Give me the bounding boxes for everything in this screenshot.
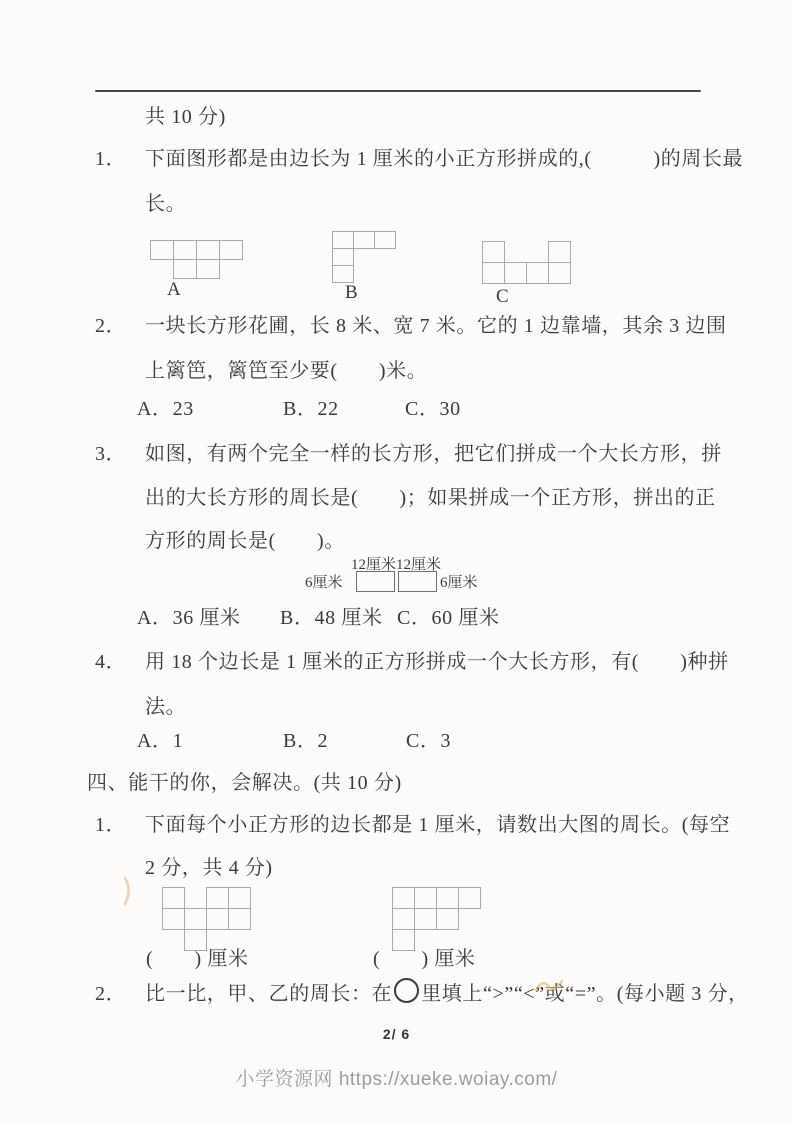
grid-cell [173, 240, 197, 260]
q1-figure-a-label: A [167, 279, 181, 300]
scan-smudge-mark-left [122, 876, 134, 906]
q1-line1: 下面图形都是由边长为 1 厘米的小正方形拼成的,( )的周长最 [145, 148, 744, 170]
q3-line3: 方形的周长是( )。 [145, 530, 345, 552]
s4q1-answer-blank-left: ( ) 厘米 [146, 948, 249, 970]
q3-fig-left-label: 6厘米 [305, 575, 343, 591]
q4-number: 4． [95, 651, 127, 673]
footer-watermark: 小学资源网 https://xueke.woiay.com/ [235, 1069, 558, 1090]
grid-cell [228, 908, 251, 930]
q2-line2: 上篱笆，篱笆至少要( )米。 [145, 360, 428, 382]
section4-header: 四、能干的你，会解决。(共 10 分) [87, 772, 402, 794]
grid-cell [482, 241, 505, 263]
compare-circle [394, 978, 419, 1003]
grid-cell [162, 887, 185, 909]
grid-cell [526, 262, 549, 284]
grid-cell [196, 259, 220, 279]
grid-cell [150, 240, 174, 260]
section3-points-continuation: 共 10 分) [145, 106, 226, 128]
q3-line2: 出的大长方形的周长是( )；如果拼成一个正方形，拼出的正 [145, 487, 716, 509]
s4q1-answer-blank-right: ( ) 厘米 [373, 948, 476, 970]
grid-cell [374, 231, 396, 249]
s4q2-line1 [145, 981, 749, 1007]
q3-option-c: C．60 厘米 [397, 607, 500, 629]
q3-option-b: B．48 厘米 [280, 607, 383, 629]
grid-cell [219, 240, 243, 260]
grid-cell [414, 887, 437, 909]
q2-option-a: A．23 [137, 398, 194, 420]
grid-cell [504, 262, 527, 284]
grid-cell [184, 908, 207, 930]
q3-rectangle-2 [398, 571, 437, 592]
s4q1-number: 1． [95, 814, 127, 836]
grid-cell [392, 908, 415, 930]
grid-cell [353, 231, 375, 249]
top-divider [95, 90, 701, 92]
s4q2-text-post: 里填上“>”“<”或“=”。(每小题 3 分， [421, 983, 749, 1005]
q3-fig-top-label: 12厘米12厘米 [351, 557, 442, 573]
grid-cell [332, 248, 354, 266]
q3-fig-right-label: 6厘米 [440, 575, 478, 591]
s4q1-line2: 2 分，共 4 分) [145, 857, 273, 879]
grid-cell [436, 887, 459, 909]
q2-line1: 一块长方形花圃，长 8 米、宽 7 米。它的 1 边靠墙，其余 3 边围 [145, 315, 727, 337]
grid-cell [196, 240, 220, 260]
q2-number: 2． [95, 315, 127, 337]
q4-option-b: B．2 [283, 730, 329, 752]
grid-cell [332, 231, 354, 249]
grid-cell [436, 908, 459, 930]
grid-cell [332, 265, 354, 283]
grid-cell [206, 887, 229, 909]
q4-option-a: A．1 [137, 730, 184, 752]
grid-cell [548, 262, 571, 284]
q2-option-b: B．22 [283, 398, 339, 420]
grid-cell [162, 908, 185, 930]
grid-cell [206, 908, 229, 930]
s4q2-number: 2． [95, 983, 127, 1005]
s4q1-line1: 下面每个小正方形的边长都是 1 厘米，请数出大图的周长。(每空 [145, 814, 731, 836]
q4-line1: 用 18 个边长是 1 厘米的正方形拼成一个大长方形，有( )种拼 [145, 651, 729, 673]
q1-figure-c-label: C [496, 286, 509, 307]
page-number: 2/ 6 [382, 1026, 411, 1042]
q2-option-c: C．30 [405, 398, 461, 420]
q3-rectangles-figure [305, 555, 485, 595]
q4-line2: 法。 [145, 696, 187, 718]
q3-number: 3． [95, 443, 127, 465]
grid-cell [414, 908, 437, 930]
q1-line2: 长。 [145, 193, 187, 215]
q1-number: 1． [95, 148, 127, 170]
grid-cell [392, 887, 415, 909]
grid-cell [458, 887, 481, 909]
q3-rectangle-1 [356, 571, 395, 592]
s4q2-text-pre: 比一比，甲、乙的周长：在 [145, 983, 393, 1005]
grid-cell [228, 887, 251, 909]
q4-option-c: C．3 [406, 730, 452, 752]
grid-cell [482, 262, 505, 284]
q3-line1: 如图，有两个完全一样的长方形，把它们拼成一个大长方形，拼 [145, 443, 722, 465]
q1-figure-b-label: B [345, 282, 358, 303]
grid-cell [548, 241, 571, 263]
q3-option-a: A．36 厘米 [137, 607, 241, 629]
grid-cell [173, 259, 197, 279]
